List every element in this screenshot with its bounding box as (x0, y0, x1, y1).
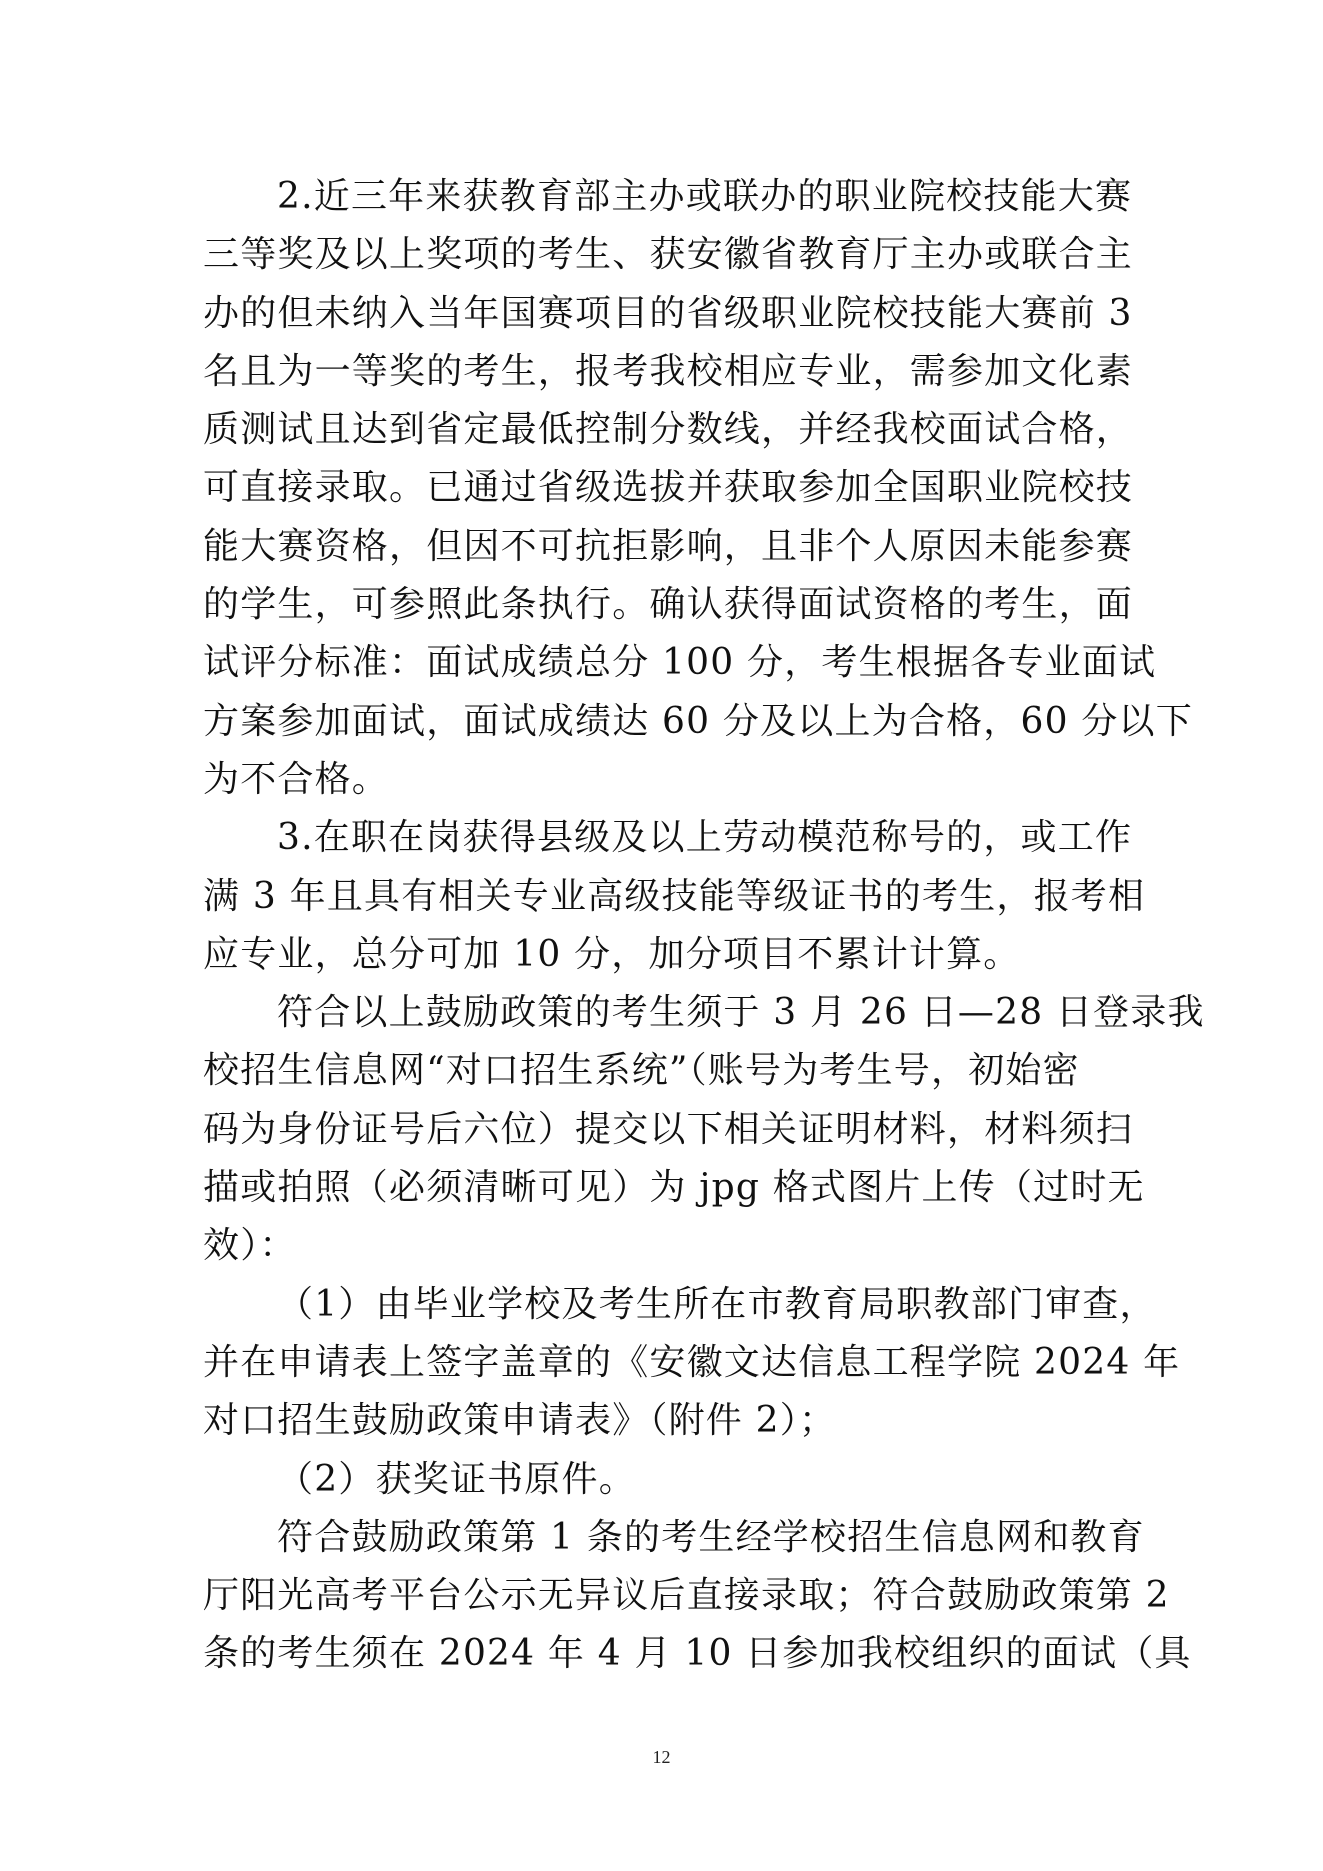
text-line: 能大赛资格，但因不可抗拒影响，且非个人原因未能参赛 (203, 525, 1134, 567)
text-line: 满 3 年且具有相关专业高级技能等级证书的考生，报考相 (203, 875, 1146, 917)
text-line: 3.在职在岗获得县级及以上劳动模范称号的，或工作 (277, 817, 1133, 859)
text-line: 办的但未纳入当年国赛项目的省级职业院校技能大赛前 3 (203, 292, 1133, 334)
text-line: （1）由毕业学校及考生所在市教育局职教部门审查， (277, 1283, 1157, 1325)
text-line: 为不合格。 (203, 758, 390, 800)
text-line: 符合以上鼓励政策的考生须于 3 月 26 日—28 日登录我 (277, 992, 1205, 1034)
text-line: 厅阳光高考平台公示无异议后直接录取；符合鼓励政策第 2 (203, 1575, 1170, 1617)
text-line: 方案参加面试，面试成绩达 60 分及以上为合格，60 分以下 (203, 700, 1193, 742)
text-line: 2.近三年来获教育部主办或联办的职业院校技能大赛 (277, 176, 1133, 217)
text-line: 效）： (203, 1225, 297, 1267)
text-line: 并在申请表上签字盖章的《安徽文达信息工程学院 2024 年 (203, 1341, 1181, 1383)
text-line: 应专业，总分可加 10 分，加分项目不累计计算。 (203, 933, 1021, 975)
body-text (203, 168, 1205, 1684)
page-number: 12 (652, 1747, 671, 1767)
text-line: 码为身份证号后六位）提交以下相关证明材料，材料须扫 (203, 1108, 1134, 1150)
text-line: （2）获奖证书原件。 (277, 1458, 636, 1500)
text-line: 符合鼓励政策第 1 条的考生经学校招生信息网和教育 (277, 1516, 1145, 1558)
text-line: 校招生信息网“对口招生系统”（账号为考生号，初始密 (203, 1050, 1080, 1092)
text-line: 试评分标准：面试成绩总分 100 分，考生根据各专业面试 (203, 642, 1157, 684)
text-line: 条的考生须在 2024 年 4 月 10 日参加我校组织的面试（具 (203, 1633, 1192, 1675)
text-line: 可直接录取。已通过省级选拔并获取参加全国职业院校技 (203, 467, 1134, 509)
text-line: 名且为一等奖的考生，报考我校相应专业，需参加文化素 (203, 350, 1134, 392)
text-line: 三等奖及以上奖项的考生、获安徽省教育厅主办或联合主 (203, 234, 1134, 276)
text-line: 的学生，可参照此条执行。确认获得面试资格的考生，面 (203, 584, 1134, 626)
text-line: 质测试且达到省定最低控制分数线，并经我校面试合格， (203, 409, 1134, 451)
text-line: 对口招生鼓励政策申请表》（附件 2）； (203, 1400, 837, 1442)
text-line: 描或拍照（必须清晰可见）为 jpg 格式图片上传（过时无 (203, 1167, 1145, 1209)
